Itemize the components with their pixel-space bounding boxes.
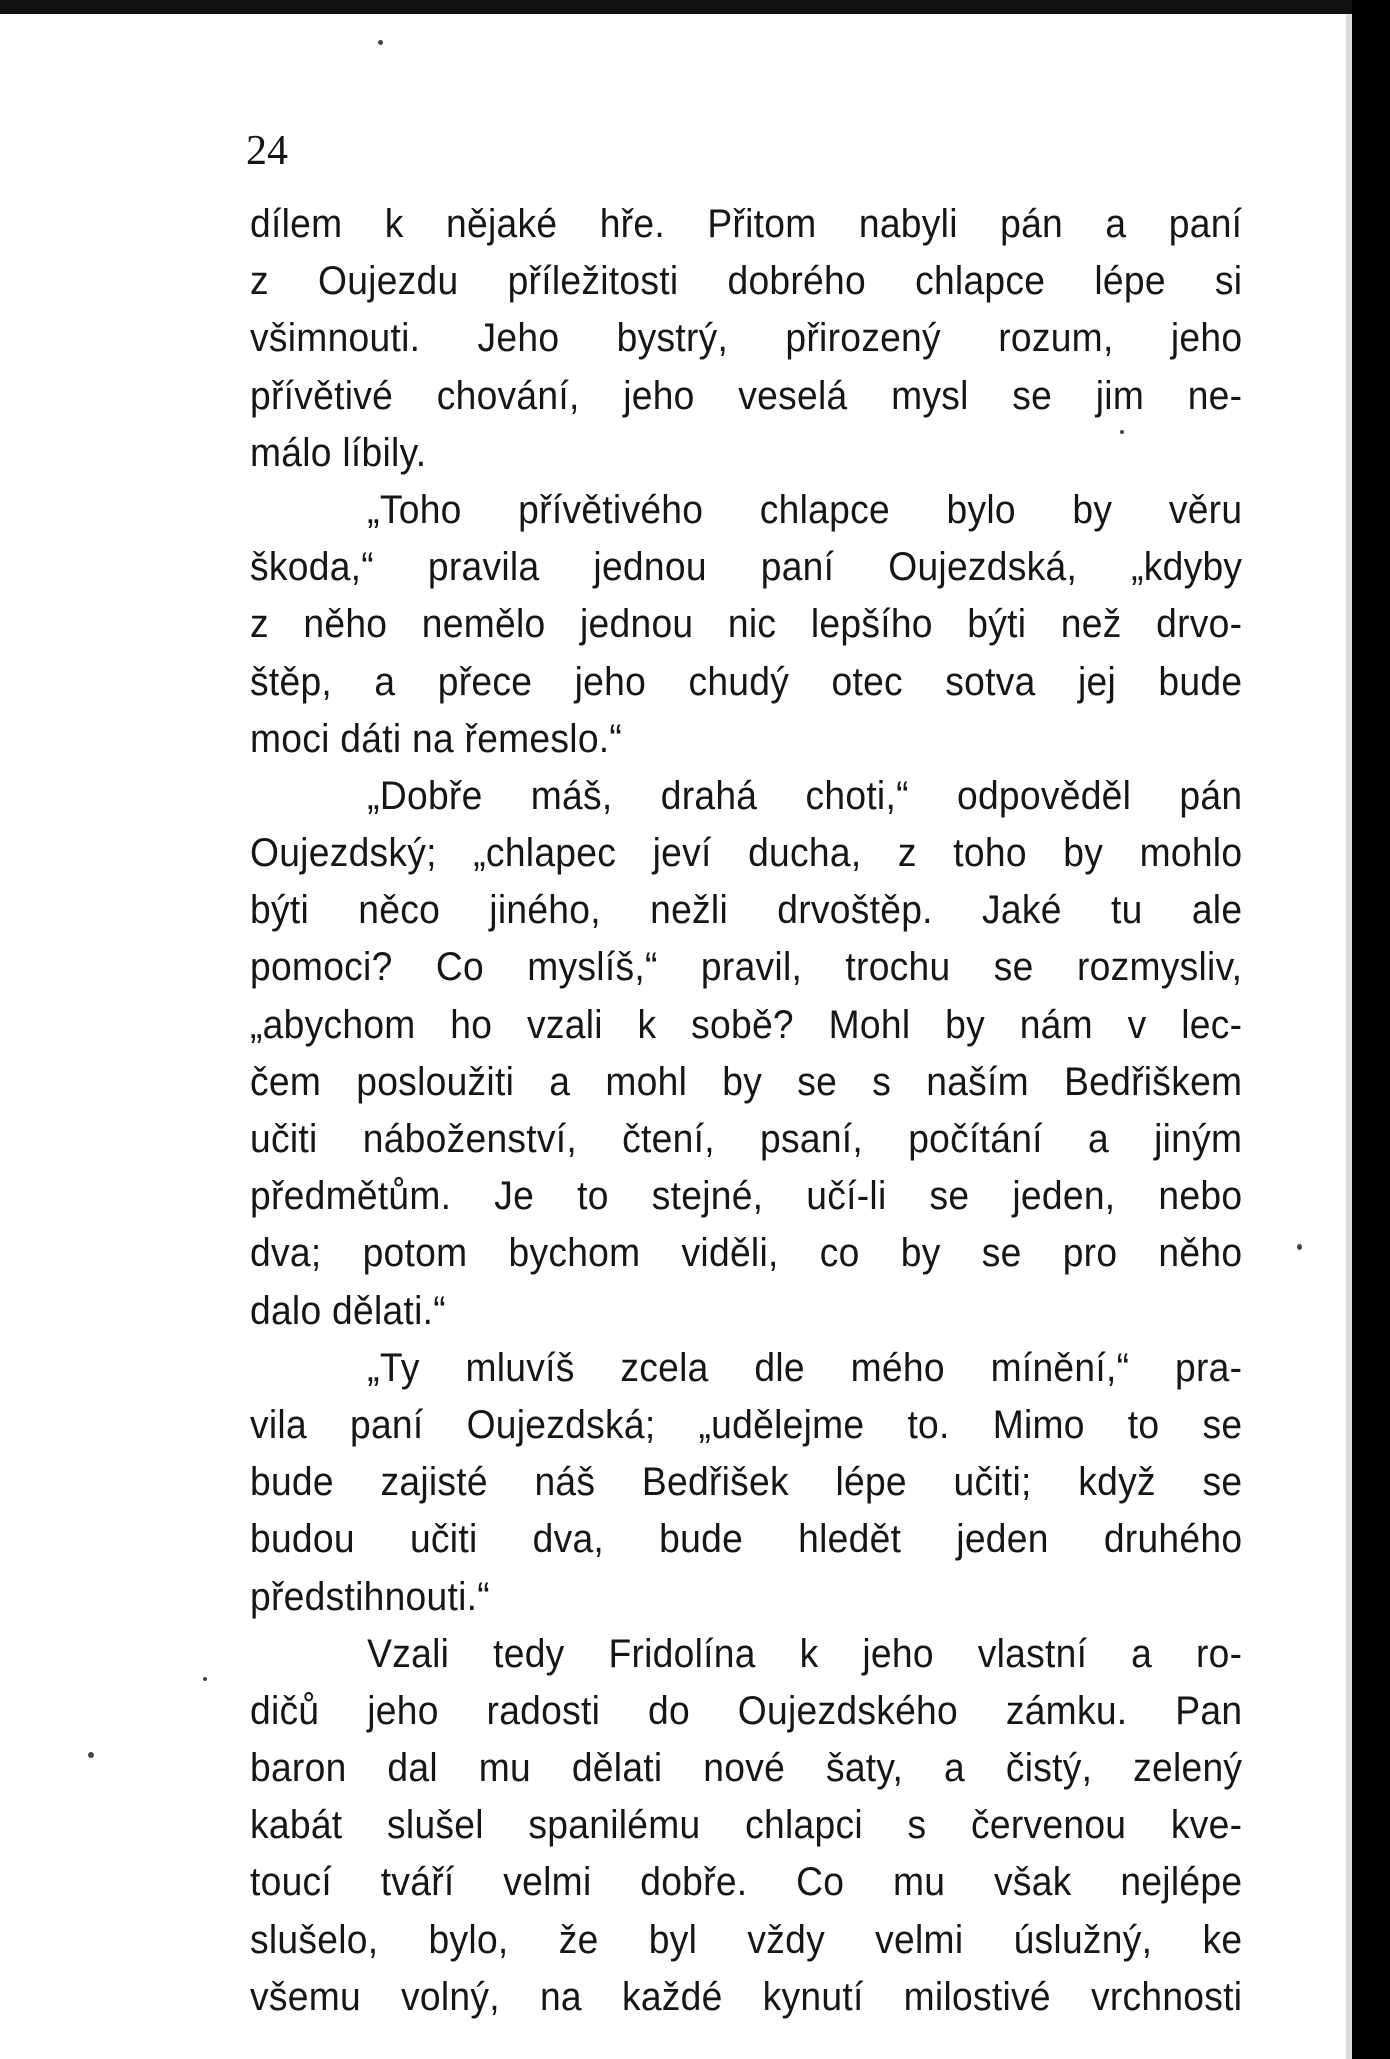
- scan-border-right: [1352, 0, 1390, 2059]
- text-line: dílem k nějaké hře. Přitom nabyli pán a paní: [250, 202, 1243, 246]
- text-line: slušelo, bylo, že byl vždy velmi úslužný, ke: [250, 1917, 1243, 1962]
- scan-gutter: [1346, 14, 1352, 2059]
- page-number: 24: [246, 128, 288, 174]
- text-line: bude zajisté náš Bedřišek lépe učiti; když se: [250, 1460, 1243, 1505]
- text-line: „Toho přívětivého chlapce bylo by věru: [367, 487, 1243, 532]
- text-line: z něho nemělo jednou nic lepšího býti než drvo-: [250, 602, 1243, 647]
- text-line: dičů jeho radosti do Oujezdského zámku. Pan: [250, 1688, 1243, 1733]
- text-line: Oujezdský; „chlapec jeví ducha, z toho by mohlo: [250, 831, 1243, 876]
- text-line: všemu volný, na každé kynutí milostivé vrchnosti: [250, 1974, 1243, 2019]
- body-text: [250, 196, 1242, 2026]
- text-line: předmětům. Je to stejné, učí-li se jeden, nebo: [250, 1174, 1243, 1219]
- text-line: vila paní Oujezdská; „udělejme to. Mimo to se: [250, 1402, 1243, 1447]
- text-line: čem posloužiti a mohl by se s naším Bedřiškem: [250, 1059, 1243, 1104]
- text-line: moci dáti na řemeslo.“: [250, 716, 623, 761]
- text-line: všimnouti. Jeho bystrý, přirozený rozum, jeho: [250, 316, 1243, 361]
- text-line: „Ty mluvíš zcela dle mého mínění,“ pra-: [367, 1345, 1243, 1390]
- text-line: málo líbily.: [250, 430, 427, 475]
- text-line: dalo dělati.“: [250, 1288, 446, 1333]
- text-line: kabát slušel spanilému chlapci s červenou kve-: [250, 1803, 1243, 1848]
- scan-speck: [88, 1752, 94, 1758]
- text-line: přívětivé chování, jeho veselá mysl se jim ne-: [250, 373, 1243, 418]
- text-line: budou učiti dva, bude hledět jeden druhého: [250, 1517, 1243, 1562]
- scan-speck: [203, 1677, 207, 1681]
- text-line: toucí tváří velmi dobře. Co mu však nejlépe: [250, 1860, 1243, 1905]
- scan-border-top: [0, 0, 1390, 14]
- text-line: Vzali tedy Fridolína k jeho vlastní a ro-: [367, 1631, 1243, 1676]
- scan-speck: [1297, 1244, 1302, 1250]
- text-line: štěp, a přece jeho chudý otec sotva jej bude: [250, 659, 1243, 704]
- text-line: z Oujezdu příležitosti dobrého chlapce lépe si: [250, 259, 1243, 304]
- text-line: baron dal mu dělati nové šaty, a čistý, zelený: [250, 1746, 1243, 1791]
- text-line: škoda,“ pravila jednou paní Oujezdská, „kdyby: [250, 545, 1243, 590]
- text-line: předstihnouti.“: [250, 1574, 490, 1619]
- text-line: „abychom ho vzali k sobě? Mohl by nám v lec-: [250, 1002, 1243, 1047]
- text-line: pomoci? Co myslíš,“ pravil, trochu se rozmysliv,: [250, 945, 1243, 990]
- text-line: býti něco jiného, nežli drvoštěp. Jaké tu ale: [250, 888, 1243, 933]
- scan-speck: [378, 40, 383, 45]
- text-line: dva; potom bychom viděli, co by se pro něho: [250, 1231, 1243, 1276]
- text-line: „Dobře máš, drahá choti,“ odpověděl pán: [367, 773, 1243, 818]
- text-line: učiti náboženství, čtení, psaní, počítání a jiným: [250, 1117, 1243, 1161]
